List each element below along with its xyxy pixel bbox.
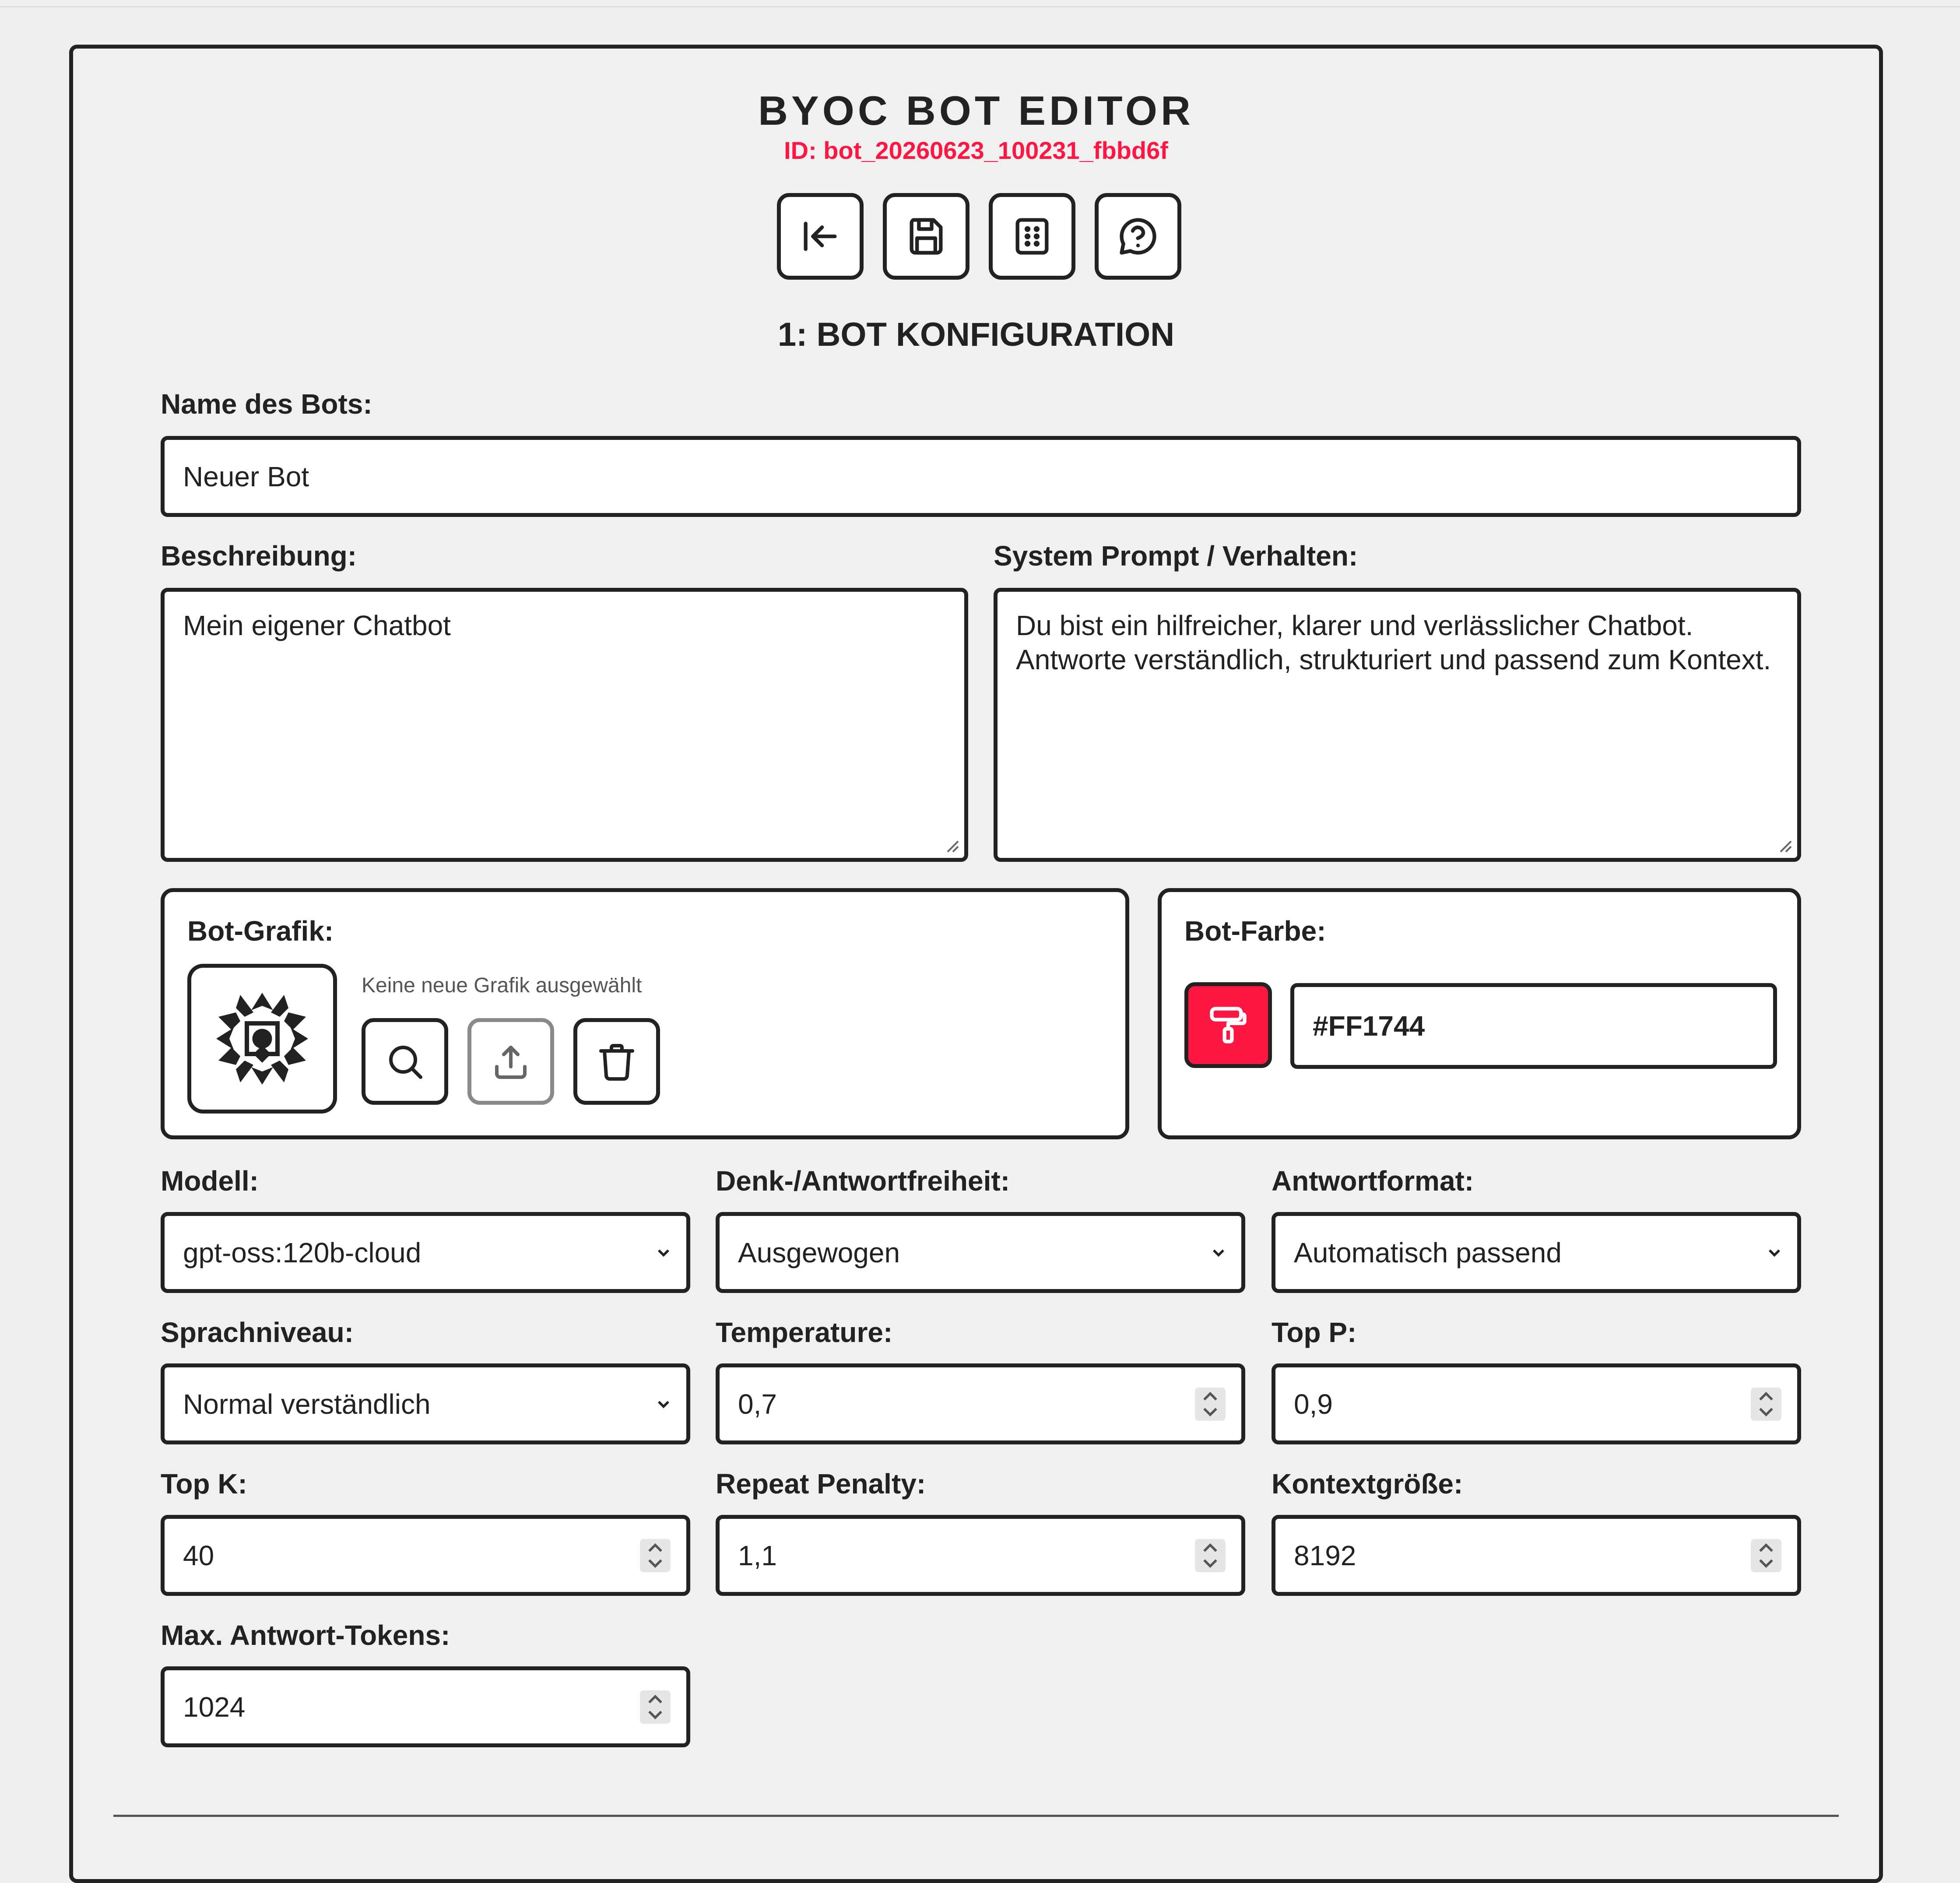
- grid-menu-button[interactable]: [989, 193, 1075, 280]
- number-spinner[interactable]: [1195, 1539, 1226, 1572]
- temperature-value: 0,7: [738, 1388, 777, 1420]
- color-hex-value: #FF1744: [1313, 1010, 1425, 1042]
- section-divider: [113, 1815, 1839, 1817]
- editor-card: [69, 45, 1883, 1883]
- bot-color-label: Bot-Farbe:: [1184, 915, 1326, 947]
- bot-id: ID: bot_20260623_100231_fbbd6f: [784, 137, 1168, 164]
- color-picker-button[interactable]: [1184, 982, 1272, 1068]
- page-title: BYOC BOT EDITOR: [758, 88, 1194, 133]
- context-size-label: Kontextgröße:: [1272, 1468, 1463, 1500]
- freedom-select[interactable]: [716, 1212, 1245, 1293]
- trash-icon: [596, 1040, 638, 1082]
- model-label: Modell:: [161, 1165, 259, 1197]
- top-p-label: Top P:: [1272, 1317, 1357, 1348]
- bot-graphic-panel: [161, 888, 1129, 1139]
- temperature-label: Temperature:: [716, 1317, 893, 1348]
- spinner-arrows-icon: [1751, 1539, 1781, 1572]
- bot-color-panel: [1158, 888, 1801, 1139]
- max-tokens-value: 1024: [183, 1691, 246, 1723]
- back-button[interactable]: [777, 193, 864, 280]
- name-input-value: Neuer Bot: [183, 460, 309, 492]
- graphic-hint: Keine neue Grafik ausgewählt: [362, 974, 642, 997]
- model-select[interactable]: [161, 1212, 690, 1293]
- context-size-value: 8192: [1294, 1539, 1356, 1571]
- save-button[interactable]: [883, 193, 969, 280]
- bot-graphic-label: Bot-Grafik:: [187, 915, 334, 947]
- chevron-down-icon: [654, 1395, 673, 1414]
- format-select[interactable]: [1272, 1212, 1801, 1293]
- top-k-label: Top K:: [161, 1468, 247, 1500]
- chevron-down-icon: [1209, 1243, 1228, 1262]
- format-select-value: Automatisch passend: [1294, 1237, 1562, 1268]
- repeat-penalty-label: Repeat Penalty:: [716, 1468, 926, 1500]
- model-select-value: gpt-oss:120b-cloud: [183, 1237, 422, 1268]
- top-p-value: 0,9: [1294, 1388, 1333, 1420]
- bot-logo-icon: [207, 984, 317, 1093]
- number-spinner[interactable]: [1751, 1539, 1781, 1572]
- context-size-input[interactable]: [1272, 1515, 1801, 1596]
- top-p-input[interactable]: [1272, 1363, 1801, 1444]
- color-hex-input[interactable]: [1290, 983, 1777, 1069]
- search-icon: [384, 1040, 426, 1082]
- resize-handle-icon[interactable]: [1775, 836, 1793, 854]
- system-prompt-value: Du bist ein hilfreicher, klarer und verlässlicher Chatbot. Antworte verständlich, strukturiert und passend zum Kontext.: [1016, 610, 1771, 675]
- help-chat-icon: [1116, 214, 1160, 258]
- temperature-input[interactable]: [716, 1363, 1245, 1444]
- spinner-arrows-icon: [640, 1539, 671, 1572]
- language-level-value: Normal verständlich: [183, 1388, 431, 1420]
- arrow-left-to-line-icon: [798, 214, 842, 258]
- window-top-border: [0, 6, 1960, 7]
- system-prompt-textarea[interactable]: [994, 588, 1801, 862]
- top-k-input[interactable]: [161, 1515, 690, 1596]
- spinner-arrows-icon: [1195, 1388, 1226, 1421]
- spinner-arrows-icon: [1195, 1539, 1226, 1572]
- dots-grid-icon: [1010, 214, 1054, 258]
- top-k-value: 40: [183, 1539, 214, 1571]
- language-level-select[interactable]: [161, 1363, 690, 1444]
- language-level-label: Sprachniveau:: [161, 1317, 354, 1348]
- freedom-select-value: Ausgewogen: [738, 1237, 900, 1268]
- repeat-penalty-input[interactable]: [716, 1515, 1245, 1596]
- name-label: Name des Bots:: [161, 388, 372, 420]
- help-button[interactable]: [1095, 193, 1181, 280]
- number-spinner[interactable]: [1751, 1388, 1781, 1421]
- save-icon: [904, 214, 948, 258]
- description-label: Beschreibung:: [161, 540, 357, 572]
- spinner-arrows-icon: [640, 1690, 671, 1724]
- freedom-label: Denk-/Antwortfreiheit:: [716, 1165, 1010, 1197]
- format-label: Antwortformat:: [1272, 1165, 1474, 1197]
- section-title: 1: BOT KONFIGURATION: [777, 316, 1175, 353]
- number-spinner[interactable]: [640, 1539, 671, 1572]
- max-tokens-input[interactable]: [161, 1666, 690, 1747]
- paint-roller-icon: [1206, 1003, 1250, 1047]
- repeat-penalty-value: 1,1: [738, 1539, 777, 1571]
- upload-icon: [490, 1040, 532, 1082]
- browse-graphic-button[interactable]: [362, 1018, 448, 1105]
- resize-handle-icon[interactable]: [942, 836, 960, 854]
- number-spinner[interactable]: [1195, 1388, 1226, 1421]
- description-textarea[interactable]: [161, 588, 968, 862]
- system-prompt-label: System Prompt / Verhalten:: [994, 540, 1358, 572]
- max-tokens-label: Max. Antwort-Tokens:: [161, 1620, 450, 1651]
- description-value: Mein eigener Chatbot: [183, 610, 451, 641]
- upload-graphic-button[interactable]: [467, 1018, 554, 1105]
- spinner-arrows-icon: [1751, 1388, 1781, 1421]
- name-input[interactable]: [161, 436, 1801, 517]
- delete-graphic-button[interactable]: [573, 1018, 660, 1105]
- bot-avatar: [187, 964, 337, 1114]
- chevron-down-icon: [654, 1243, 673, 1262]
- number-spinner[interactable]: [640, 1690, 671, 1724]
- chevron-down-icon: [1765, 1243, 1784, 1262]
